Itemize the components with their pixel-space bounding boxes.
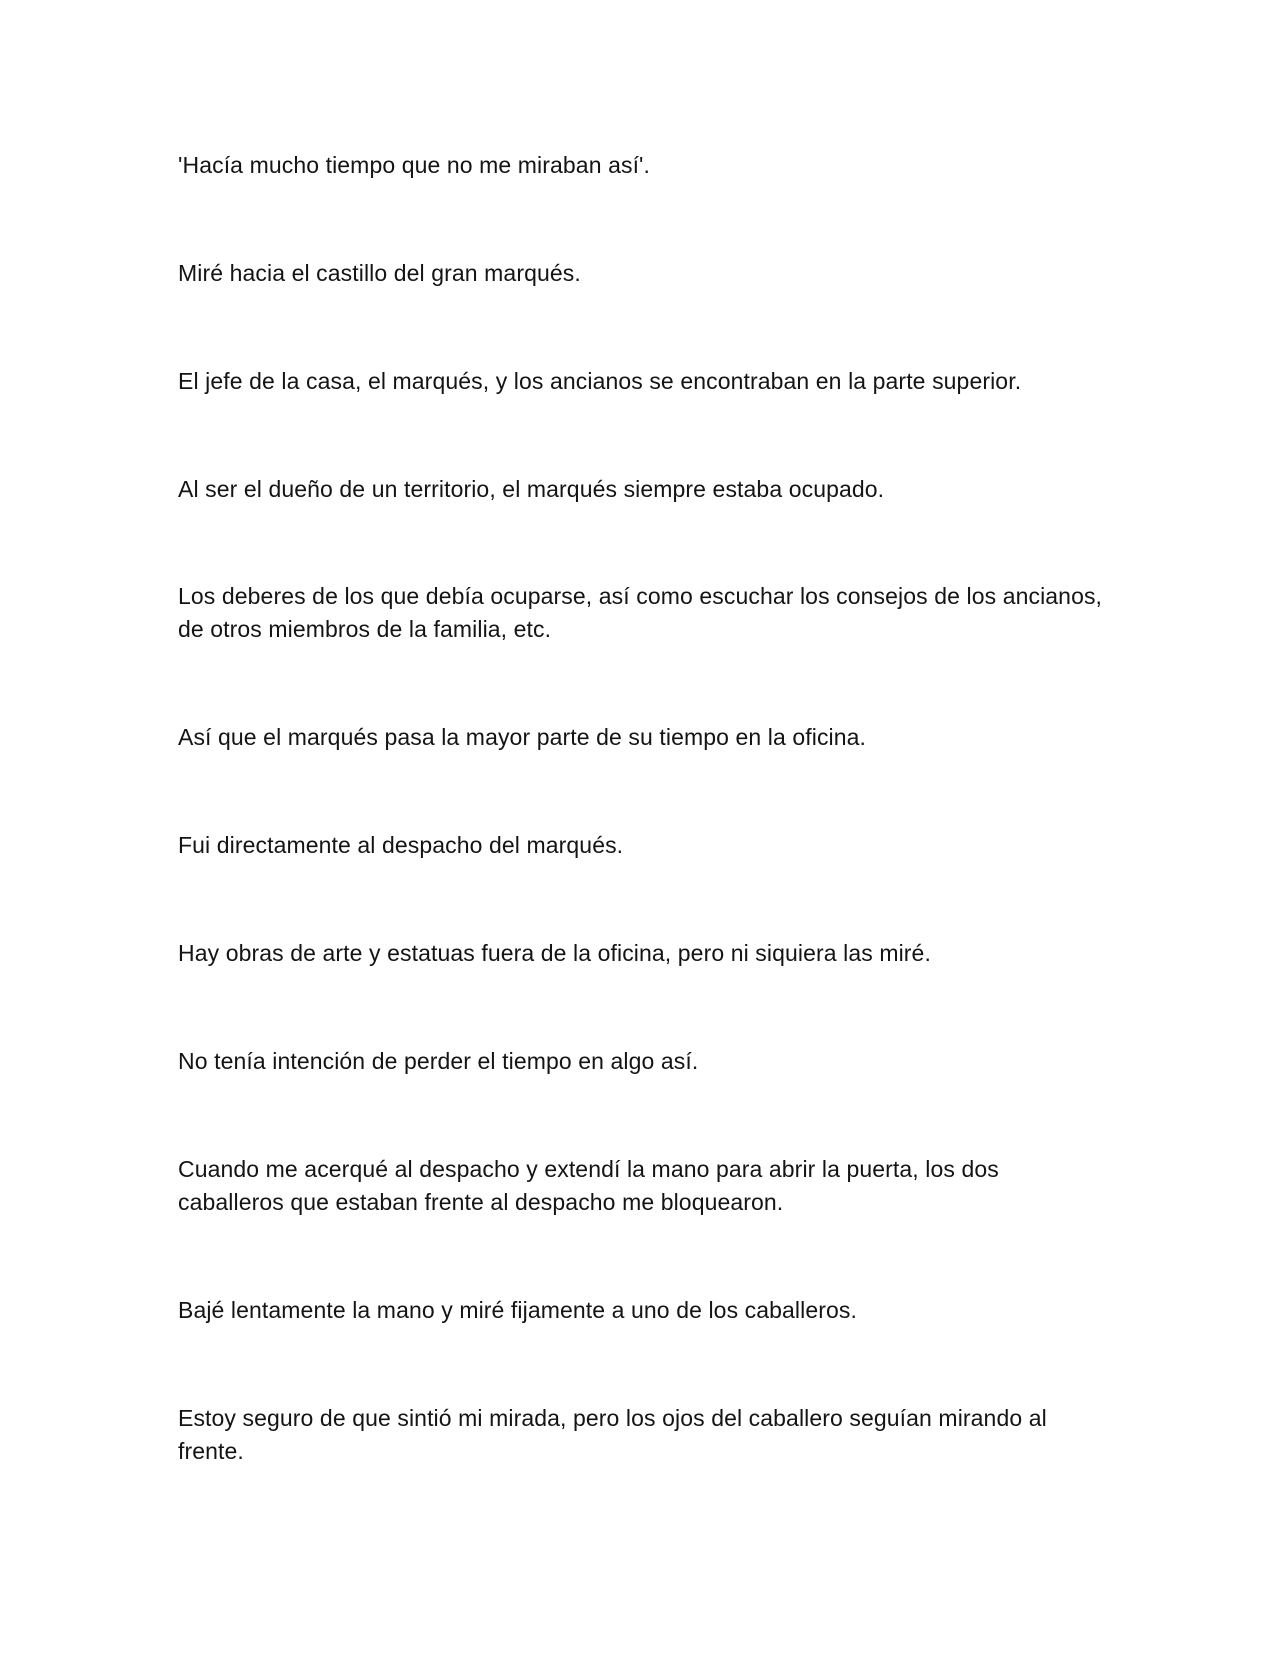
paragraph: El jefe de la casa, el marqués, y los ancianos se encontraban en la parte superior. bbox=[178, 368, 1022, 394]
paragraph: Fui directamente al despacho del marqués. bbox=[178, 832, 624, 858]
paragraph: No tenía intención de perder el tiempo en algo así. bbox=[178, 1048, 699, 1074]
paragraph: Así que el marqués pasa la mayor parte de su tiempo en la oficina. bbox=[178, 724, 867, 750]
paragraph: Bajé lentamente la mano y miré fijamente a uno de los caballeros. bbox=[178, 1297, 857, 1323]
paragraph: Al ser el dueño de un territorio, el marqués siempre estaba ocupado. bbox=[178, 476, 885, 502]
paragraph: Miré hacia el castillo del gran marqués. bbox=[178, 260, 581, 286]
paragraph: Estoy seguro de que sintió mi mirada, pero los ojos del caballero seguían mirando al frente. bbox=[178, 1405, 1047, 1464]
paragraph: Los deberes de los que debía ocuparse, así como escuchar los consejos de los ancianos, de otros miembros de la familia, etc. bbox=[178, 583, 1103, 642]
paragraph: Hay obras de arte y estatuas fuera de la oficina, pero ni siquiera las miré. bbox=[178, 940, 931, 966]
paragraph: Cuando me acerqué al despacho y extendí la mano para abrir la puerta, los dos caballeros que estaban frente al despacho me bloquearon. bbox=[178, 1156, 999, 1215]
paragraph: 'Hacía mucho tiempo que no me miraban así'. bbox=[178, 152, 651, 178]
